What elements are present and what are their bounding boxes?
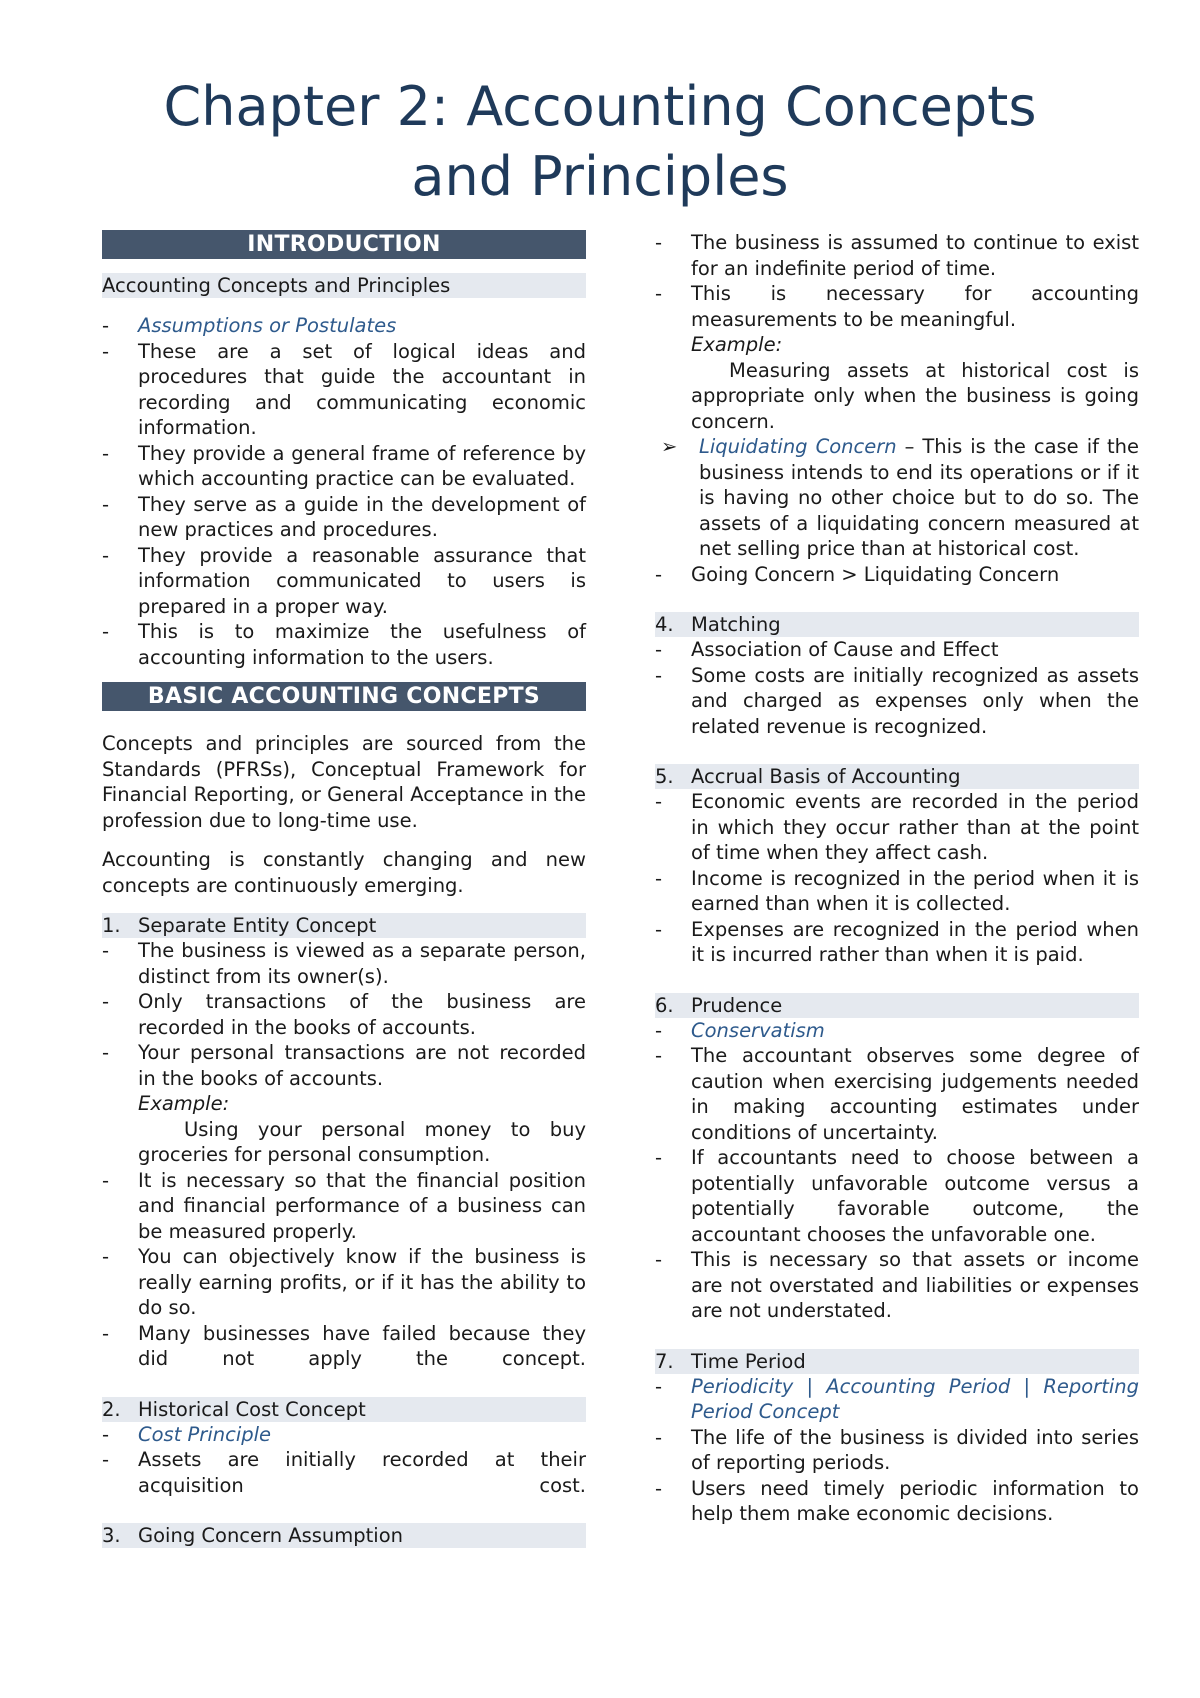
section-7-heading: 7. Time Period <box>655 1349 1139 1374</box>
example-text: Measuring assets at historical cost is appropriate only when the business is going concern. <box>691 358 1139 433</box>
example-label: Example: <box>691 333 783 356</box>
list-item: - They provide a general frame of reference by which accounting practice can be evaluated. <box>102 441 586 490</box>
list-item: - Expenses are recognized in the period when it is incurred rather than when it is paid. <box>655 917 1139 966</box>
list-item: - This is to maximize the usefulness of accounting information to the users. <box>102 620 586 669</box>
list-item: - Many businesses have failed because they did not apply the concept. <box>102 1321 586 1370</box>
list-item: - It is necessary so that the financial position and financial performance of a business can be measured properly. <box>102 1168 586 1243</box>
list-item: - This is necessary so that assets or income are not overstated and liabilities or expenses are not understated. <box>655 1248 1139 1322</box>
list-item: - Conservatism <box>655 1018 825 1042</box>
example-block <box>102 1091 586 1168</box>
list-item: - This is necessary for accounting measurements to be meaningful. <box>655 282 1139 331</box>
basic-concepts-header: BASIC ACCOUNTING CONCEPTS <box>102 682 586 711</box>
example-text: Using your personal money to buy groceries for personal consumption. <box>138 1117 586 1166</box>
section-5-heading: 5. Accrual Basis of Accounting <box>655 764 1139 789</box>
list-item: - These are a set of logical ideas and procedures that guide the accountant in recording and communicating economic information. <box>102 339 586 439</box>
list-item: - If accountants need to choose between a potentially unfavorable outcome versus a potentially favorable outcome, the accountant chooses the unfavorable one. <box>655 1146 1139 1246</box>
list-item: - Association of Cause and Effect <box>655 638 999 661</box>
arrow-bullet-icon: ➢ <box>661 435 678 458</box>
section-2-heading: 2. Historical Cost Concept <box>102 1397 586 1422</box>
example-block <box>655 332 1139 434</box>
list-item: - Economic events are recorded in the period in which they occur rather than at the point of time when they affect cash. <box>655 790 1139 864</box>
list-item: - Users need timely periodic information to help them make economic decisions. <box>655 1476 1139 1525</box>
list-item: - Going Concern > Liquidating Concern <box>655 562 1060 586</box>
list-item: - Income is recognized in the period when it is earned than when it is collected. <box>655 866 1139 915</box>
page-title <box>0 72 1200 212</box>
example-label: Example: <box>138 1092 230 1115</box>
section-4-heading: 4. Matching <box>655 612 1139 637</box>
list-item: - The business is viewed as a separate person, distinct from its owner(s). <box>102 939 586 988</box>
introduction-header: INTRODUCTION <box>102 230 586 259</box>
section-6-heading: 6. Prudence <box>655 993 1139 1018</box>
intro-subheading: Accounting Concepts and Principles <box>102 273 586 298</box>
left-column <box>102 230 586 1548</box>
list-item: - The life of the business is divided into series of reporting periods. <box>655 1425 1139 1474</box>
basic-paragraph-2: Accounting is constantly changing and new concepts are continuously emerging. <box>102 848 586 897</box>
list-item: - Cost Principle <box>102 1422 272 1446</box>
list-item: - The business is assumed to continue to exist for an indefinite period of time. <box>655 231 1139 280</box>
title-line-2: and Principles <box>411 145 789 208</box>
list-item: - The accountant observes some degree of caution when exercising judgements needed in making accounting estimates under conditions of uncertainty. <box>655 1044 1139 1144</box>
right-column <box>655 230 1139 1527</box>
section-1-heading: 1. Separate Entity Concept <box>102 913 586 938</box>
list-item: - Only transactions of the business are recorded in the books of accounts. <box>102 990 586 1039</box>
basic-paragraph-1: Concepts and principles are sourced from the Standards (PFRSs), Conceptual Framework for Financial Reporting, or General Acceptance in the profession due to long-time use. <box>102 732 586 832</box>
list-item: - They provide a reasonable assurance that information communicated to users is prepared in a proper way. <box>102 543 586 618</box>
list-item: - Periodicity | Accounting Period | Reporting Period Concept <box>655 1374 1139 1423</box>
liquidating-concern-item: ➢ Liquidating Concern – This is the case if the business intends to end its operations or if it is having no other choice but to do so. The assets of a liquidating concern measured at net selling price than at historical cost. <box>655 434 1139 562</box>
section-3-heading: 3. Going Concern Assumption <box>102 1523 586 1548</box>
list-item: - You can objectively know if the business is really earning profits, or if it has the ability to do so. <box>102 1245 586 1319</box>
list-item: - They serve as a guide in the development of new practices and procedures. <box>102 492 586 541</box>
list-item: - Some costs are initially recognized as assets and charged as expenses only when the related revenue is recognized. <box>655 663 1139 738</box>
list-item: - Assumptions or Postulates <box>102 314 397 337</box>
list-item: - Your personal transactions are not recorded in the books of accounts. <box>102 1041 586 1090</box>
list-item: - Assets are initially recorded at their acquisition cost. <box>102 1448 586 1497</box>
title-line-1: Chapter 2: Accounting Concepts <box>163 75 1037 138</box>
